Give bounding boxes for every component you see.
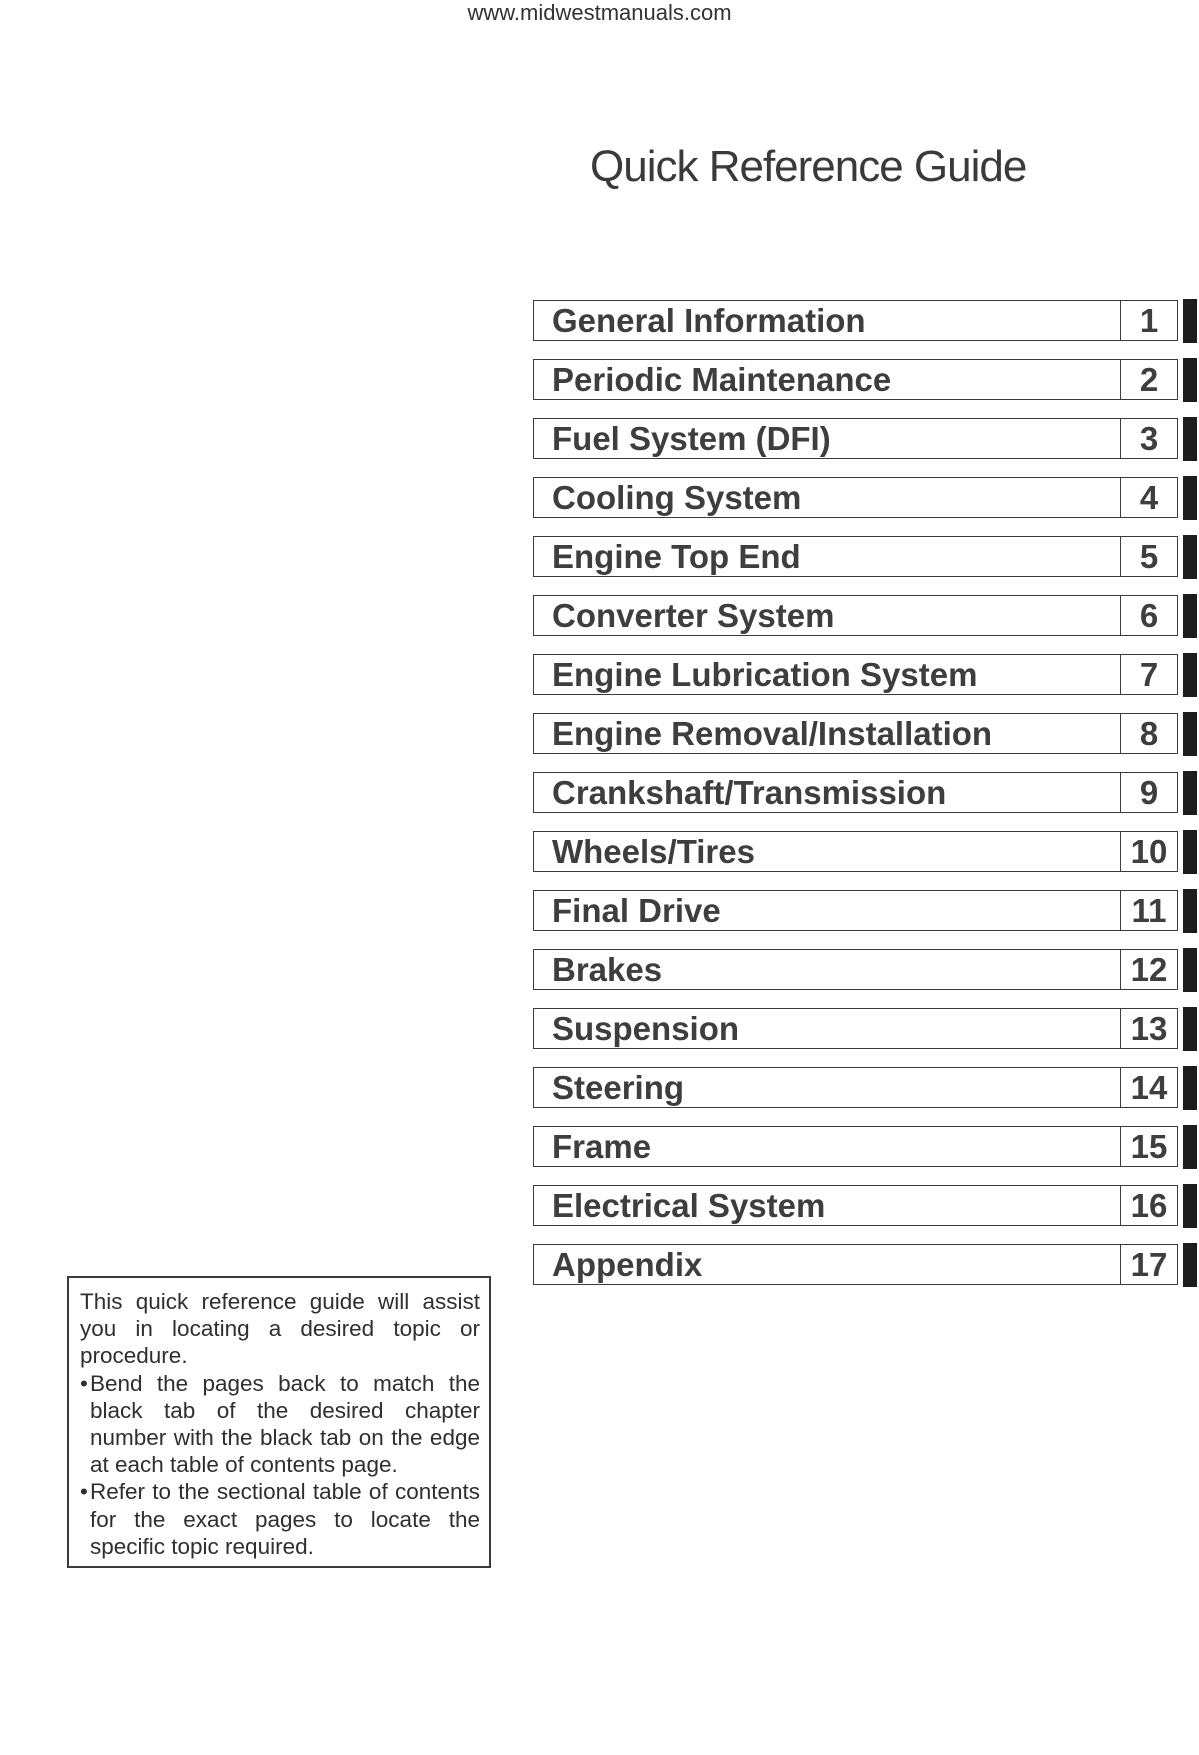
toc-entry-number: 8 [1120, 714, 1177, 753]
toc-row[interactable] [533, 595, 1199, 639]
chapter-tab [1183, 535, 1197, 579]
toc-entry-box [533, 536, 1178, 577]
chapter-tab [1183, 1184, 1197, 1228]
chapter-tab [1183, 712, 1197, 756]
chapter-tab [1183, 299, 1197, 343]
toc-row[interactable] [533, 1185, 1199, 1229]
toc-entry-number: 12 [1120, 950, 1177, 989]
toc-entry-box [533, 1185, 1178, 1226]
toc-entry-number: 4 [1120, 478, 1177, 517]
note-intro-text: This quick reference guide will assist you in locating a desired topic or procedure. [80, 1289, 480, 1369]
toc-list [533, 300, 1199, 1303]
chapter-tab [1183, 948, 1197, 992]
note-bullet-text: Refer to the sectional table of contents for the exact pages to locate the specific topic required. [90, 1479, 480, 1559]
toc-row[interactable] [533, 831, 1199, 875]
note-bullet-item [80, 1478, 480, 1560]
toc-row[interactable] [533, 359, 1199, 403]
toc-row[interactable] [533, 713, 1199, 757]
toc-entry-label: Suspension [552, 1009, 740, 1047]
toc-entry-label: Appendix [552, 1245, 703, 1283]
toc-row[interactable] [533, 300, 1199, 344]
toc-entry-box [533, 418, 1178, 459]
toc-entry-label: Engine Top End [552, 537, 801, 575]
page-title: Quick Reference Guide [590, 142, 1027, 191]
toc-entry-box [533, 1244, 1178, 1285]
toc-entry-number: 13 [1120, 1009, 1177, 1048]
toc-entry-box [533, 713, 1178, 754]
chapter-tab [1183, 830, 1197, 874]
toc-entry-label: Engine Removal/Installation [552, 714, 993, 752]
toc-entry-box [533, 595, 1178, 636]
toc-entry-label: Crankshaft/Transmission [552, 773, 947, 811]
toc-entry-number: 14 [1120, 1068, 1177, 1107]
toc-entry-label: Frame [552, 1127, 652, 1165]
toc-entry-box [533, 1126, 1178, 1167]
toc-entry-label: Converter System [552, 596, 835, 634]
toc-row[interactable] [533, 477, 1199, 521]
toc-row[interactable] [533, 1244, 1199, 1288]
toc-entry-number: 11 [1120, 891, 1177, 930]
chapter-tab [1183, 417, 1197, 461]
chapter-tab [1183, 889, 1197, 933]
chapter-tab [1183, 476, 1197, 520]
toc-entry-label: Wheels/Tires [552, 832, 755, 870]
toc-entry-label: Cooling System [552, 478, 802, 516]
toc-entry-number: 5 [1120, 537, 1177, 576]
toc-row[interactable] [533, 1126, 1199, 1170]
bullet-dot-icon: • [80, 1479, 88, 1505]
chapter-tab [1183, 1243, 1197, 1287]
toc-entry-number: 10 [1120, 832, 1177, 871]
toc-entry-number: 6 [1120, 596, 1177, 635]
toc-entry-box [533, 359, 1178, 400]
toc-row[interactable] [533, 890, 1199, 934]
toc-entry-box [533, 300, 1178, 341]
toc-entry-number: 3 [1120, 419, 1177, 458]
toc-row[interactable] [533, 772, 1199, 816]
toc-entry-number: 9 [1120, 773, 1177, 812]
toc-entry-box [533, 831, 1178, 872]
chapter-tab [1183, 1066, 1197, 1110]
toc-row[interactable] [533, 1067, 1199, 1111]
chapter-tab [1183, 358, 1197, 402]
header-url: www.midwestmanuals.com [467, 0, 732, 25]
toc-row[interactable] [533, 1008, 1199, 1052]
toc-row[interactable] [533, 949, 1199, 993]
toc-entry-box [533, 477, 1178, 518]
toc-entry-label: Final Drive [552, 891, 721, 929]
toc-entry-box [533, 1008, 1178, 1049]
note-bullet-text: Bend the pages back to match the black tab of the desired chapter number with the black tab on the edge at each table of contents page. [90, 1370, 480, 1478]
toc-entry-number: 7 [1120, 655, 1177, 694]
toc-entry-label: General Information [552, 301, 866, 339]
toc-entry-box [533, 1067, 1178, 1108]
toc-entry-box [533, 890, 1178, 931]
toc-entry-label: Engine Lubrication System [552, 655, 978, 693]
usage-note-box [67, 1276, 491, 1568]
toc-entry-number: 1 [1120, 301, 1177, 340]
toc-entry-number: 2 [1120, 360, 1177, 399]
toc-entry-label: Brakes [552, 950, 663, 988]
chapter-tab [1183, 771, 1197, 815]
toc-row[interactable] [533, 654, 1199, 698]
chapter-tab [1183, 1007, 1197, 1051]
toc-entry-label: Steering [552, 1068, 685, 1106]
chapter-tab [1183, 594, 1197, 638]
toc-entry-box [533, 772, 1178, 813]
toc-row[interactable] [533, 536, 1199, 580]
note-bullet-item [80, 1370, 480, 1479]
toc-entry-box [533, 949, 1178, 990]
chapter-tab [1183, 1125, 1197, 1169]
toc-entry-number: 16 [1120, 1186, 1177, 1225]
toc-entry-label: Periodic Maintenance [552, 360, 892, 398]
toc-row[interactable] [533, 418, 1199, 462]
toc-entry-label: Electrical System [552, 1186, 826, 1224]
bullet-dot-icon: • [80, 1370, 88, 1396]
toc-entry-box [533, 654, 1178, 695]
toc-entry-label: Fuel System (DFI) [552, 419, 831, 457]
chapter-tab [1183, 653, 1197, 697]
toc-entry-number: 15 [1120, 1127, 1177, 1166]
toc-entry-number: 17 [1120, 1245, 1177, 1284]
